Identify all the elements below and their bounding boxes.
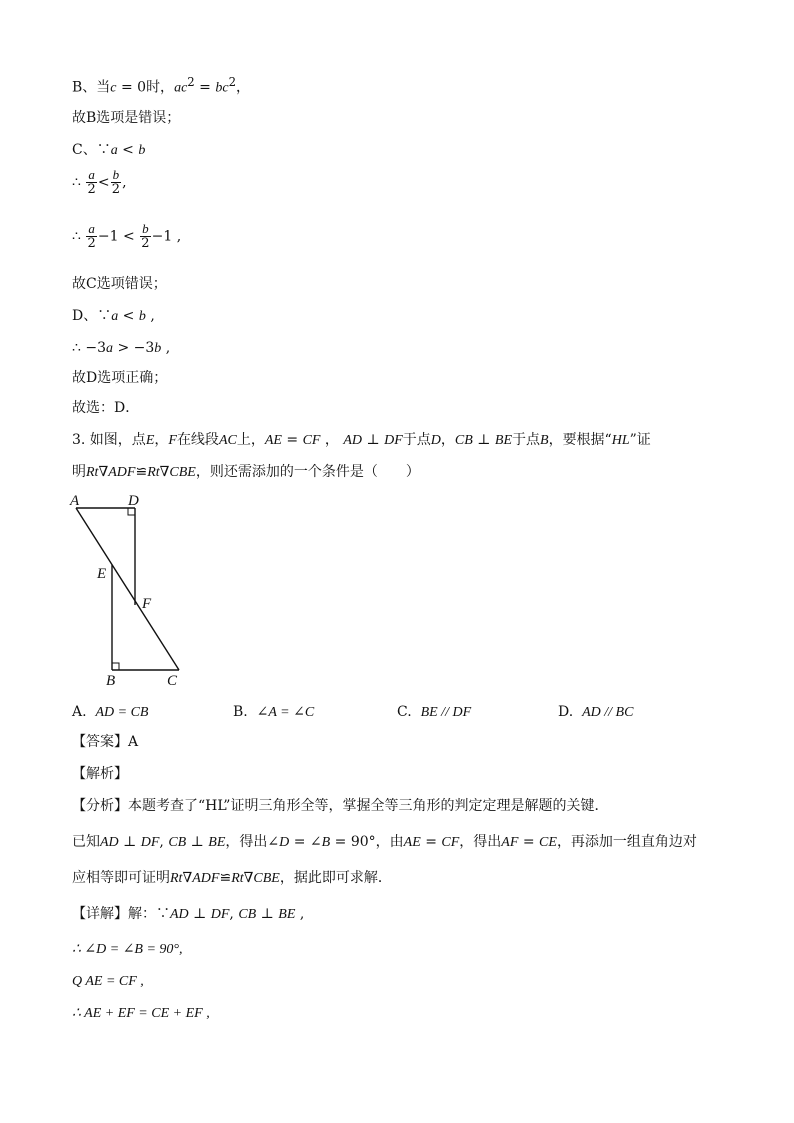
line-d-step: ∴ −3a > −3b , <box>72 340 171 356</box>
right-angle-d <box>128 508 135 515</box>
line-c-because: C、∵a < b <box>72 142 146 158</box>
right-angle-b <box>112 663 119 670</box>
step-ae-cf: Q AE = CF , <box>72 974 144 989</box>
line-b-case: B、当c = 0时，$ac^2 = bc^2$， <box>72 75 250 96</box>
reason-line1: 已知AD ⊥ DF, CB ⊥ BE，得出∠D = ∠B = 90°，由AE = CF，得出AF = CE，再添加一组直角边对 <box>72 834 697 850</box>
reason-line2: 应相等即可证明Rt∇ADF≌Rt∇CBE，据此即可求解． <box>72 870 392 886</box>
option-b[interactable]: B. ∠A = ∠C <box>233 704 315 720</box>
option-d[interactable]: D. AD // BC <box>558 704 634 720</box>
step-sum: ∴ AE + EF = CE + EF , <box>72 1006 210 1021</box>
label-a: A <box>70 493 80 509</box>
geometry-figure <box>64 490 194 690</box>
q3-stem-line2: 明Rt∇ADF≌Rt∇CBE，则还需添加的一个条件是（ ） <box>72 464 420 480</box>
line-c-step2: ∴ $\frac{a}{2}$ −1 < $\frac{b}{2}$ −1 , <box>72 221 182 251</box>
fenxi-line: 【分析】本题考查了“HL”证明三角形全等，掌握全等三角形的判定定理是解题的关键． <box>72 798 609 814</box>
step-angles: ∴ ∠D = ∠B = 90°, <box>72 942 183 957</box>
label-e: E <box>97 566 107 582</box>
line-c-wrong: 故C选项错误； <box>72 276 167 292</box>
line-b-wrong: 故B选项是错误； <box>72 110 181 126</box>
label-c: C <box>167 673 178 689</box>
segment-ac <box>76 508 179 670</box>
line-d-right: 故D选项正确； <box>72 370 168 386</box>
label-d: D <box>128 493 139 509</box>
option-a[interactable]: A. AD = CB <box>72 704 149 720</box>
answer-value: A <box>128 734 139 750</box>
detail-line: 【详解】解：∵AD ⊥ DF, CB ⊥ BE , <box>72 906 305 922</box>
option-c[interactable]: C. BE // DF <box>397 704 472 720</box>
answer-tag: 【答案】 <box>72 734 128 750</box>
q3-stem-line1: 3. 如图，点E，F在线段AC上，AE = CF ， AD ⊥ DF于点D，CB ⊥ BE于点B，要根据“HL”证 <box>72 432 651 448</box>
line-choose: 故选：D． <box>72 400 140 416</box>
answer-line <box>72 732 138 752</box>
line-c-step1: ∴ $\frac{a}{2}$ < $\frac{b}{2}$ , <box>72 167 127 197</box>
analysis-tag: 【解析】 <box>72 766 128 782</box>
line-d-because: D、∵a < b , <box>72 308 155 324</box>
label-f: F <box>142 596 152 612</box>
label-b: B <box>106 673 116 689</box>
